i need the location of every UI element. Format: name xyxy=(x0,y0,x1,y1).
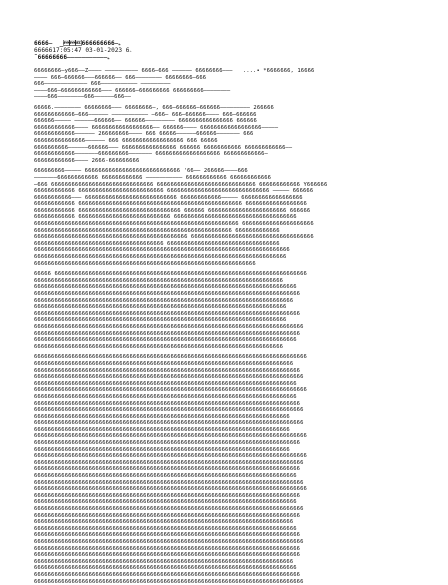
text-line: 666666666666666666666666666666666666666666666666666666666666666666666666666 xyxy=(34,247,290,254)
text-line: 666666666666666666666666666666666666666666666666666666666666666666666666666666 xyxy=(34,571,301,578)
paragraph xyxy=(34,68,424,101)
text-line: 66666666666666666666666666666666666666666666666666666666666666666666666666666666 xyxy=(34,433,307,440)
text-line: 666666666666666666666666666666666666666666666666666666666666666666666666666666 xyxy=(34,367,301,374)
text-line: 66666666̶y666̶̶Z̶̶̶̶ ̶̶̶̶̶̶̶̶̶̶ 6666̶666 ̶̶̶̶̶̶ 66666666̶̶̶ ....• *6666666, 16666 xyxy=(34,68,315,74)
text-line: 66666666666666666666666666666666666666666666666666666666666666666666666666666 xyxy=(34,473,297,480)
text-line: 666666666666666666666666666666666666666666666666666666666666666666666666666666 xyxy=(34,512,301,519)
text-line: 666666666666666666666666666666666666666666666666666666666666 666666666666666666666 xyxy=(34,221,314,228)
paragraph xyxy=(34,354,424,585)
text-line: 66666666666666666666666666666666666666666666666666666666666666666666666666 xyxy=(34,317,287,324)
text-line: ̶̶̶̶ 666̶666666̶̶̶666666̶̶ 666̶̶̶̶̶̶̶̶ 66666666̶666 xyxy=(34,74,207,81)
text-line: 6666666666666666666666666666666666666666666666666666666666666666666666666 xyxy=(34,343,284,350)
text-line: 66666666666666666666666666666666666666666666666666666666666666666666666666666666 xyxy=(34,387,307,394)
text-line: 66666666666666666666666666666666666666666666666666666666666666666666666666666666 xyxy=(34,453,307,460)
document-body xyxy=(34,68,424,585)
text-line: 666666666666 6666666666666666666666666 666666666666666666666666666666 ̶̶̶̶̶ 666666 xyxy=(34,188,314,195)
text-line: 666666666666̶̶̶̶̶̶ 266666666̶̶̶̶ 666 66666̶̶̶̶̶̶666666̶̶̶̶̶̶̶ 666 xyxy=(34,131,254,138)
text-line: 666666666666̶̶̶̶ 2666-666666666 xyxy=(34,157,140,164)
text-line: 66666666666666666666666666666666666666666666666666666666666666666666666666666 xyxy=(34,393,297,400)
text-line: 66666666666666666666666666666666666666666666666666666666666666666666666666666 xyxy=(34,380,297,387)
text-line: 6666666666666666666666666666666666666666666666666666666666666666666666666666 xyxy=(34,297,294,304)
text-line: 66666666666666666666666666666666666666666666666666666666666666666666666666666 xyxy=(34,337,297,344)
text-line: 66666666666666666666666666666666666666666666666666666666666666666666666666666 xyxy=(34,525,297,532)
text-line: 666666666666̶̶̶̶ 666666666666666666̶̶ 666666̶̶̶̶ 666666666666666666̶̶̶̶̶ xyxy=(34,124,279,131)
text-line: 66666666666666666666666666666666666666666666666666666666666666666666666666666 xyxy=(34,565,297,572)
text-line: 666666666666666666666666666666666666666666666 666666666666666666666666666666666666 xyxy=(34,234,314,241)
text-line: 666̶̶̶̶̶̶̶̶̶̶̶̶̶ 666̶̶̶̶̶̶̶̶̶̶̶ ̶̶̶̶̶̶̶̶̶ xyxy=(34,81,171,88)
text-line: 666666666666666666666666666666666666666666666666666666666666666666666666666666 xyxy=(34,466,301,473)
text-line: 66666666666666666666666666666666666666666666666666666666666666666666666666666666 xyxy=(34,354,307,361)
text-line: 6666666666666666666666666666666666666666666666666666666666666666666666666666666 xyxy=(34,459,304,466)
text-line: 66666 66666666666666666666666666666666666666666666666666666666666666666666666666 xyxy=(34,271,307,278)
text-line: 666666666666666666666666666666666666666666666666666666666666666666666666666666 xyxy=(34,330,301,337)
text-line: 66666666666666666666666666666666666666 666666666666666666666666666666666 xyxy=(34,240,280,247)
text-line: 6666666666666666666666666666666666666666666666666666666666 6666666666666 xyxy=(34,227,280,234)
text-line: 6666666666666666666666666666666666666666666666666666666666666666666666666666 xyxy=(34,558,294,565)
text-line: 666666666666666666666666666666666666666666666666666666666666666666666666666666 xyxy=(34,400,301,407)
text-line: 6666666666666666666666666666666666666666666666666666666666666666666666666666 xyxy=(34,360,294,367)
text-line: 666666̶̶̶̶̶ ̶̶̶̶̶̶666666̶̶ 666666̶̶̶̶̶̶̶̶̶ 6666666666666666 666666 xyxy=(34,118,257,125)
text-line: 6666666666666666666666666666666666666666666666666666666666666666666666666666666 xyxy=(34,538,304,545)
document-date: 66666ۦ6 2023-01-03 17:05:47 xyxy=(34,47,132,55)
text-line: 666666666666666666666666666666666666666666666666666666666666666666666666666666 xyxy=(34,532,301,539)
text-line: 66666666666666666666666666666666666666666666666666666666666666666666666666 xyxy=(34,254,287,261)
text-line: 6666666666666666666666666666666666666666666666666666666666666666666666666 xyxy=(34,277,284,284)
text-line: 666666666666 666666666666666666666666666666666666666666666666 666666666666666666 xyxy=(34,201,307,208)
document-header xyxy=(34,40,424,61)
paragraph xyxy=(34,168,424,267)
paragraph xyxy=(34,105,424,164)
text-line: 6666666666666666666666666666666666666666666666666666666666666666666666666666 xyxy=(34,519,294,526)
text-line: 66666666666666666666666666666666666666666666666666666666666666666666666666 xyxy=(34,304,287,311)
text-line: 6666666666666666666666666666666666666666666666666666666666666666666666666666666 xyxy=(34,323,304,330)
document-subtitle: ˜6666ۦ6666̶̶̶̶̶̶̶̶̶̶̶ xyxy=(34,54,110,62)
text-line: 666666666666666666666666666666666666666666666666666666666666666666666666666666 xyxy=(34,552,301,559)
text-line: 6666666666666666666666666666666666666666666666666666666666666666666666666666666 xyxy=(34,506,304,512)
text-line: 6666666666666666666666666666666666666666666666666666666666666666666666666666666 xyxy=(34,374,304,381)
text-line: 66666666666666666666666666666666666666666666666666666666666666666666666666666 xyxy=(34,499,297,506)
text-line: 66666.̶̶̶̶̶̶̶̶ 66666666̶̶̶ 66666666̶, 666̶666666̶666666̶̶̶̶̶̶̶̶̶ 266666 xyxy=(34,104,274,111)
text-line: 66666666666666666666666666666666666666666666666666666666666666666666666666666 xyxy=(34,284,297,291)
text-line: 666666666666666̶̶̶̶̶̶ 666 666666666666666666 666 66666 xyxy=(34,137,218,144)
text-line: 666666666666666666666666666666666666666666666666666666666666666666666666666 xyxy=(34,413,290,420)
text-line: 6666666666666666666666666666666666666666666666666666666666666666666666666666666 xyxy=(34,479,304,486)
text-line: 6666666666̶̶̶̶̶̶666666̶̶̶ 6666666666666666 666666 66666666666 666666666666̶̶ xyxy=(34,144,293,151)
document-title: 6666̶ ̲66666ۦ6666̶ xyxy=(34,40,121,47)
text-line: 666666666666̶666̶̶̶̶̶̶ ̶̶̶̶̶̶̶̶̶̶̶ ̶666̶ 666̶666666̶̶̶̶ 666̶666666 xyxy=(34,111,257,118)
text-line: 66666666666̶̶̶ 666666666666666666666666666 666666666666̶̶̶̶̶ 666666666666666666 xyxy=(34,194,303,201)
text-line: 666666666666666666666666666666666666666666666666666666666666666666666666666 xyxy=(34,426,290,433)
paragraph xyxy=(34,271,424,350)
text-line: 666666666666666666666666666666666666666666666666666666666666666666666666666666 xyxy=(34,545,301,552)
text-line: ̶̶̶̶666̶666666666666̶̶̶ 666666̶666666666 666666666̶̶̶̶̶̶̶̶ xyxy=(34,87,231,94)
text-line: 6666666666666666666666666666666666666666666666666666666666666666666666666666666 xyxy=(34,407,304,414)
text-line: 6666666666666666666666666666666666666666666666666666666666666666666666666666666 xyxy=(34,578,304,585)
text-line: 6666666666666666666666666666666666666666666666666666666666666666666666666666666 xyxy=(34,420,304,427)
text-line: ̶666 666666666666666666666666666666 66666666666666666666666666666 666666666666 Y666666 xyxy=(34,181,328,188)
text-line: ̶̶̶̶666̶̶̶̶̶̶̶̶666̶̶̶̶̶̶666̶̶ xyxy=(34,94,132,101)
text-line: 666666666666666666666666666666666666666666666666666666666666666666666666666666 xyxy=(34,492,301,499)
text-line: 666666666̶̶̶̶̶ 6666666666666666666666666666 '66̶̶ 266666̶̶̶̶666 xyxy=(34,168,248,175)
text-line: 666666666666666666666666666666666666666666666666666666666666666666666666666 xyxy=(34,446,290,453)
text-line: 666666666666̶̶̶̶̶̶̶666666666̶̶̶̶̶̶̶ 6666666666666666666 666666666666̶ xyxy=(34,151,268,158)
text-line: ̶̶̶̶̶̶̶666666666666 666666666666 ̶̶̶̶̶̶̶̶̶̶̶ 666666666666 666666666666 xyxy=(34,174,272,181)
text-line: 666666666666666666666666666666666666666666666666666666666666666666666666666666 xyxy=(34,291,301,297)
text-line: 66666666666666666666666666666666666666666666666666666666666666666 xyxy=(34,260,256,267)
text-line: 666666666666 666666666666666666666666666 666666666666666666666666666666666666 xyxy=(34,214,297,221)
text-line: 666666666666666666666666666666666666666666666666666666666666666666666666666666 xyxy=(34,440,301,447)
text-line: 666666666666666666666666666666666666666666666666666666666666666666666666666666 xyxy=(34,310,301,317)
text-line: 66666666666666666666666666666666666666666666666666666666666666666666666666666666 xyxy=(34,486,307,493)
text-line: 666666666666 666666666666666666666666666666 666666 66666666666666666666666 666666 xyxy=(34,207,311,214)
